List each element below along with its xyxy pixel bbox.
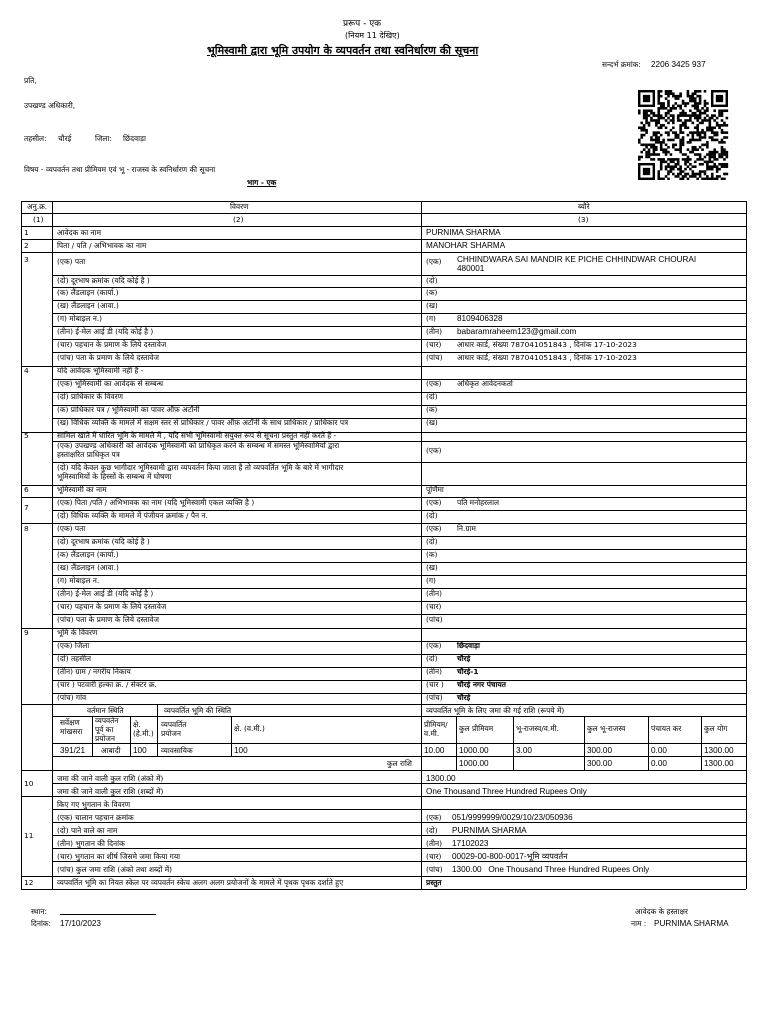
area-ha-header: क्षे. bbox=[133, 720, 141, 729]
id-proof-label: (चार) पहचान के प्रमाण के लिये दस्तावेज bbox=[57, 340, 167, 349]
sketch-label: व्यपवर्तित भूमि का नियत स्केल पर व्यपवर्तन स्केच अलग अलग प्रयोजनों के मामले में पृथक पृथक दर्शाते हुए bbox=[57, 878, 344, 887]
col-header-description: विवरण bbox=[230, 202, 249, 211]
registration-mark: (दो) bbox=[426, 511, 438, 520]
premium-rate-header: प्रीमियम/ bbox=[424, 720, 448, 729]
owner-name-label: भूमिस्वामी का नाम bbox=[57, 485, 107, 494]
diverted-status-header: व्यपवर्तित भूमि की स्थिति bbox=[164, 706, 232, 715]
cess-value: 0.00 bbox=[651, 746, 667, 755]
payment-head-label: (चार) भुगतान का शीर्ष जिसमे जमा किया गया bbox=[57, 852, 181, 861]
sum-label: कुल राशि bbox=[387, 759, 412, 768]
present-status-header: वर्तमान स्थिति bbox=[87, 706, 124, 715]
authority-label: (दो) प्राधिकार के विवरण bbox=[57, 392, 124, 401]
power-of-attorney-mark: (क) bbox=[426, 405, 438, 414]
table-rule bbox=[92, 716, 93, 756]
table-rule bbox=[52, 641, 746, 642]
total-amount-figures-label: जमा की जाने वाली कुल राशि (अंको में) bbox=[57, 774, 164, 783]
total-premium-value: 1000.00 bbox=[459, 746, 489, 755]
table-rule bbox=[421, 704, 422, 770]
authority-mark: (दो) bbox=[426, 392, 438, 401]
table-rule bbox=[52, 313, 746, 314]
prev-use-header: व्यपवर्तन bbox=[95, 716, 119, 725]
row-number: 2 bbox=[24, 241, 29, 250]
partner-declaration-line2: भूमिस्वामियों के हिस्सों के सम्बन्ध में घोषणा bbox=[57, 472, 172, 481]
owner-email-label: (तीन) ई-मेल आई डी (यदि कोई है ) bbox=[57, 589, 154, 598]
tehsil-label: तहसील: bbox=[24, 134, 47, 143]
table-rule bbox=[701, 716, 702, 770]
owner-id-proof-label: (चार) पहचान के प्रमाण के लिये दस्तावेज bbox=[57, 602, 167, 611]
address-proof-value: आधार कार्ड, संख्या 787041051843 , दिनांक 17-10-2023 bbox=[457, 353, 637, 362]
total-amount-figures-value: 1300.00 bbox=[426, 774, 456, 783]
col-header-serial: अनु.क्र. bbox=[27, 202, 48, 211]
row-number: 4 bbox=[24, 366, 29, 375]
table-rule bbox=[584, 716, 585, 770]
khasra-header-2: मांखसरा bbox=[60, 727, 83, 736]
total-deposit-value: 1300.00 One Thousand Three Hundred Rupees Only bbox=[452, 865, 650, 874]
district-label: जिला: bbox=[95, 134, 112, 143]
cess-header: पंचायत कर bbox=[651, 724, 682, 733]
table-rule bbox=[52, 201, 53, 889]
payment-date-value: 17102023 bbox=[452, 839, 489, 848]
purpose-value: व्यावसायिक bbox=[161, 746, 193, 755]
row-number: 7 bbox=[24, 503, 29, 512]
payment-heading: किए गए भुगतान के विवरण bbox=[57, 800, 131, 809]
table-rule bbox=[746, 201, 747, 889]
table-rule bbox=[52, 326, 746, 327]
table-rule bbox=[130, 716, 131, 756]
owner-address-value: नि.ग्राम bbox=[457, 524, 476, 533]
area-sqm-header: क्षे. (व.मी.) bbox=[234, 724, 265, 733]
table-rule bbox=[52, 835, 746, 836]
phone-mark: (दो) bbox=[426, 276, 438, 285]
joint-authority-line1: (एक) उपखण्ड अधिकारी को आवेदक भूमिस्वामी को प्राधिकृत करने के सम्बन्ध में समस्त भूमिस्वामियों द्वारा bbox=[57, 441, 340, 450]
table-rule bbox=[52, 756, 746, 757]
owner-guardian-label: (एक) पिता /पति / अभिभावक का नाम (यदि भूमिस्वामी एकल व्यक्ति है ) bbox=[57, 498, 255, 507]
mobile-label: (ग) मोबाइल न.) bbox=[57, 314, 103, 323]
reference-number: 2206 3425 937 bbox=[651, 60, 706, 69]
col-header-details: ब्यौरे bbox=[578, 202, 590, 211]
owner-address-proof-mark: (पांच) bbox=[426, 615, 443, 624]
table-rule bbox=[52, 536, 746, 537]
landline-office-label: (क) लैंडलाइन (कार्या.) bbox=[57, 288, 119, 297]
table-rule bbox=[52, 654, 746, 655]
col-number-2: (2) bbox=[233, 215, 244, 224]
form-number: प्ररूप - एक bbox=[343, 19, 382, 29]
payment-head-value: 00029-00-800-0017-भूमि व्यपवर्तन bbox=[452, 852, 568, 861]
email-label: (तीन) ई-मेल आई डी (यदि कोई है ) bbox=[57, 327, 154, 336]
id-proof-mark: (चार) bbox=[426, 340, 442, 349]
land-village-body-label: (तीन) ग्राम / नगरीय निकाय bbox=[57, 667, 131, 676]
owner-name-value: पूर्णिमा bbox=[426, 485, 444, 494]
sum-revenue: 300.00 bbox=[587, 759, 613, 768]
prev-use-header-3: प्रयोजन bbox=[95, 734, 115, 743]
payment-date-mark: (तीन) bbox=[426, 839, 442, 848]
tehsil-value: चौरई bbox=[58, 134, 72, 143]
table-rule bbox=[52, 822, 746, 823]
land-village-label: (पांच) गांव bbox=[57, 693, 87, 702]
purpose-header: व्यपवर्तित bbox=[161, 720, 187, 729]
land-details-heading: भूमि के विवरण bbox=[57, 628, 98, 637]
address-value-line2: 480001 bbox=[457, 264, 485, 273]
table-rule bbox=[52, 783, 746, 784]
owner-mobile-mark: (ग) bbox=[426, 576, 436, 585]
owner-phone-mark: (दो) bbox=[426, 537, 438, 546]
land-village-value: चौरई bbox=[457, 693, 471, 702]
land-district-value: छिंदवाड़ा bbox=[457, 641, 480, 650]
row-number: 11 bbox=[24, 831, 34, 840]
table-rule bbox=[21, 201, 22, 889]
email-mark: (तीन) bbox=[426, 327, 442, 336]
landline-home-mark: (ख) bbox=[426, 301, 438, 310]
revenue-rate-header: भू-राजस्व/व.मी. bbox=[516, 724, 559, 733]
table-rule bbox=[21, 770, 746, 771]
email-value: babaramraheem123@gmail.com bbox=[457, 327, 577, 336]
guardian-name-value: MANOHAR SHARMA bbox=[426, 241, 506, 250]
sum-total: 1300.00 bbox=[704, 759, 734, 768]
row-number: 8 bbox=[24, 524, 29, 533]
table-rule bbox=[52, 300, 746, 301]
area-ha-header-2: (हे.मी.) bbox=[133, 729, 154, 738]
relation-label: (एक) भूमिस्वामी का आवेदक से सम्बन्ध bbox=[57, 379, 164, 388]
mobile-value: 8109406328 bbox=[457, 314, 503, 323]
landline-office-mark: (क) bbox=[426, 288, 438, 297]
payment-date-label: (तीन) भुगतान की दिनांक bbox=[57, 839, 125, 848]
land-district-mark: (एक) bbox=[426, 641, 442, 650]
total-premium-header: कुल प्रीमियम bbox=[459, 724, 494, 733]
legal-person-authority-label: (ख) विधिक व्यक्ति के मामले में सक्षम स्तर से प्राधिकार / पावर ऑफ़ अटॉर्नी के साथ प्राधिकार / प्राधिकार पत्र bbox=[57, 418, 349, 427]
col-number-1: (1) bbox=[33, 215, 44, 224]
guardian-name-label: पिता / पति / अभिभावक का नाम bbox=[57, 241, 147, 250]
owner-landline-home-label: (ख) लैंडलाइन (आवा.) bbox=[57, 563, 119, 572]
address-to: प्रति, bbox=[24, 76, 37, 85]
land-patwari-label: (चार ) पटवारी हल्का क्र. / सेक्टर क्र. bbox=[57, 680, 157, 689]
table-rule bbox=[21, 239, 746, 240]
landline-home-label: (ख) लैंडलाइन (आवा.) bbox=[57, 301, 119, 310]
not-owner-heading: यदि आवेदक भूमिस्वामी नहीं है - bbox=[57, 366, 144, 375]
total-deposit-label: (पांच) कुल जमा राशि (अंको तथा शब्दों में) bbox=[57, 865, 172, 874]
challan-label: (एक) चालान पहचान क्रमांक bbox=[57, 813, 134, 822]
total-value: 1300.00 bbox=[704, 746, 734, 755]
table-rule bbox=[21, 213, 746, 214]
area-ha-value: 100 bbox=[133, 746, 147, 755]
table-rule bbox=[21, 485, 746, 486]
power-of-attorney-label: (क) प्राधिकार पत्र / भूमिस्वामी का पावर ऑफ़ अटॉर्नी bbox=[57, 405, 200, 414]
applicant-name-label: आवेदक का नाम bbox=[57, 228, 101, 237]
phone-label: (दो) दूरभाष क्रमांक (यदि कोई है ) bbox=[57, 276, 150, 285]
owner-guardian-value: पति मनोहरलाल bbox=[457, 498, 499, 507]
total-header: कुल योग bbox=[704, 724, 728, 733]
table-rule bbox=[21, 201, 746, 202]
area-sqm-value: 100 bbox=[234, 746, 248, 755]
subject-line: विषय - व्यपवर्तन तथा प्रीमियम एवं भू - राजस्व के स्वनिर्धारण की सूचना bbox=[24, 165, 216, 174]
date-label: दिनांक: bbox=[31, 919, 52, 928]
address-proof-mark: (पांच) bbox=[426, 353, 443, 362]
table-rule bbox=[52, 693, 746, 694]
date-value: 17/10/2023 bbox=[60, 919, 101, 928]
challan-mark: (एक) bbox=[426, 813, 442, 822]
payment-head-mark: (चार) bbox=[426, 852, 442, 861]
joint-authority-mark: (एक) bbox=[426, 446, 442, 455]
district-value: छिंदवाड़ा bbox=[123, 134, 146, 143]
total-deposit-mark: (पांच) bbox=[426, 865, 443, 874]
page-title: भूमिस्वामी द्वारा भूमि उपयोग के व्यपवर्तन तथा स्वनिर्धारण की सूचना bbox=[207, 44, 479, 57]
row-number: 3 bbox=[24, 255, 29, 264]
mobile-mark: (ग) bbox=[426, 314, 436, 323]
applicant-name-value: PURNIMA SHARMA bbox=[426, 228, 501, 237]
premium-rate-header-2: व.मी. bbox=[424, 729, 440, 738]
revenue-rate-value: 3.00 bbox=[516, 746, 532, 755]
table-rule bbox=[52, 588, 746, 589]
address-value-line1: CHHINDWARA SAI MANDIR KE PICHE CHHINDWAR CHOURAI bbox=[457, 255, 697, 264]
row-number: 12 bbox=[24, 878, 34, 887]
land-patwari-value: चौरई नगर पंचायत bbox=[457, 680, 506, 689]
partner-declaration-line1: (दो) यदि केवल कुछ भागीदार भूमिस्वामी द्वारा व्यपवर्तन किया जाता है तो व्यपवर्तित भूमि के बारे में भागीदार bbox=[57, 463, 344, 472]
land-village-body-value: चौरई-1 bbox=[457, 667, 479, 676]
sum-premium: 1000.00 bbox=[459, 759, 489, 768]
table-rule bbox=[513, 716, 514, 770]
land-tehsil-mark: (दो) bbox=[426, 654, 438, 663]
owner-email-mark: (तीन) bbox=[426, 589, 442, 598]
name-label: नाम : bbox=[631, 919, 647, 928]
table-rule bbox=[21, 876, 746, 877]
total-amount-words-label: जमा की जाने वाली कुल राशि (शब्दों में) bbox=[57, 787, 164, 796]
name-value: PURNIMA SHARMA bbox=[654, 919, 729, 928]
legal-person-authority-mark: (ख) bbox=[426, 418, 438, 427]
row-number: 1 bbox=[24, 228, 29, 237]
payee-mark: (दो) bbox=[426, 826, 438, 835]
sum-cess: 0.00 bbox=[651, 759, 667, 768]
joint-holding-heading: सामिल खाते में धारित भूमि के मामले में , यदि सभी भूमिस्वामी संयुक्त रूप से सूचना प्रस्तुत नहीं करते हैं - bbox=[57, 431, 337, 440]
place-line bbox=[60, 914, 156, 915]
table-rule bbox=[21, 704, 746, 705]
table-rule bbox=[421, 770, 422, 889]
total-revenue-value: 300.00 bbox=[587, 746, 613, 755]
table-rule bbox=[21, 796, 746, 797]
table-rule bbox=[52, 848, 746, 849]
owner-landline-home-mark: (ख) bbox=[426, 563, 438, 572]
table-rule bbox=[52, 287, 746, 288]
row-number: 10 bbox=[24, 779, 34, 788]
land-village-body-mark: (तीन) bbox=[426, 667, 442, 676]
sketch-value: प्रस्तुत bbox=[426, 878, 442, 887]
qr-code-icon bbox=[629, 90, 737, 180]
premium-rate-value: 10.00 bbox=[424, 746, 445, 755]
registration-label: (दो) विधिक व्यक्ति के मामले में पंजीयन क्रमांक / पैन न. bbox=[57, 511, 208, 520]
deposit-header: व्यपवर्तित भूमि के लिए जमा की गई राशि (रूपये में) bbox=[426, 706, 565, 715]
table-rule bbox=[21, 628, 746, 629]
owner-guardian-mark: (एक) bbox=[426, 498, 442, 507]
rule-reference: (नियम 11 देखिए) bbox=[345, 31, 400, 40]
land-village-mark: (पांच) bbox=[426, 693, 443, 702]
table-rule bbox=[456, 716, 457, 770]
address-label: (एक) पता bbox=[57, 257, 86, 266]
land-patwari-mark: (चार ) bbox=[426, 680, 444, 689]
table-rule bbox=[52, 575, 746, 576]
signature-label: आवेदक के हस्ताक्षर bbox=[635, 907, 688, 916]
payee-value: PURNIMA SHARMA bbox=[452, 826, 527, 835]
table-rule bbox=[21, 226, 746, 227]
owner-address-proof-label: (पांच) पता के प्रमाण के लिये दस्तावेज bbox=[57, 615, 159, 624]
part-heading: भाग - एक bbox=[247, 178, 277, 187]
land-district-label: (एक) जिला bbox=[57, 641, 90, 650]
row-number: 9 bbox=[24, 628, 29, 637]
owner-landline-office-label: (क) लैंडलाइन (कार्या.) bbox=[57, 550, 119, 559]
owner-address-mark: (एक) bbox=[426, 524, 442, 533]
row-number: 5 bbox=[24, 431, 29, 440]
total-revenue-header: कुल भू-राजस्व bbox=[587, 724, 626, 733]
prev-use-value: आबादी bbox=[101, 746, 121, 755]
table-rule bbox=[52, 667, 746, 668]
table-rule bbox=[21, 523, 746, 524]
owner-mobile-label: (ग) मोबाइल न. bbox=[57, 576, 100, 585]
khasra-value: 391/21 bbox=[60, 746, 86, 755]
khasra-header: सर्वेक्षण bbox=[60, 718, 80, 727]
payee-label: (दो) पाने वाले का नाम bbox=[57, 826, 118, 835]
prev-use-header-2: पूर्व का bbox=[95, 725, 114, 734]
table-rule bbox=[231, 716, 232, 756]
joint-authority-line2: हस्ताक्षरित प्राधिकृत पत्र bbox=[57, 450, 120, 459]
table-rule bbox=[52, 809, 746, 810]
id-proof-value: आधार कार्ड, संख्या 787041051843 , दिनांक 17-10-2023 bbox=[457, 340, 637, 349]
challan-value: 051/9999999/0029/10/23/050936 bbox=[452, 813, 573, 822]
address-officer: उपखण्ड अधिकारी, bbox=[24, 101, 76, 110]
reference-label: सन्दर्भ क्रमांक: bbox=[602, 60, 641, 69]
table-rule bbox=[648, 716, 649, 770]
table-rule bbox=[52, 275, 746, 276]
owner-id-proof-mark: (चार) bbox=[426, 602, 442, 611]
land-tehsil-value: चौरई bbox=[457, 654, 471, 663]
table-rule bbox=[52, 861, 746, 862]
purpose-header-2: प्रयोजन bbox=[161, 729, 181, 738]
place-label: स्थान: bbox=[31, 907, 47, 916]
relation-mark: (एक) bbox=[426, 379, 442, 388]
table-rule bbox=[52, 549, 746, 550]
table-rule bbox=[52, 392, 746, 393]
land-tehsil-label: (दो) तहसील bbox=[57, 654, 92, 663]
relation-value: अधिकृत आवेदनकर्ता bbox=[457, 379, 513, 388]
owner-address-label: (एक) पता bbox=[57, 524, 86, 533]
address-mark: (एक) bbox=[426, 257, 442, 266]
table-rule bbox=[52, 562, 746, 563]
owner-landline-office-mark: (क) bbox=[426, 550, 438, 559]
table-rule bbox=[21, 889, 746, 890]
total-amount-words-value: One Thousand Three Hundred Rupees Only bbox=[426, 787, 587, 796]
row-number: 6 bbox=[24, 485, 29, 494]
owner-phone-label: (दो) दूरभाष क्रमांक (यदि कोई है ) bbox=[57, 537, 150, 546]
table-rule bbox=[21, 252, 746, 253]
table-rule bbox=[157, 704, 158, 756]
col-number-3: (3) bbox=[578, 215, 589, 224]
address-proof-label: (पांच) पता के प्रमाण के लिये दस्तावेज bbox=[57, 353, 159, 362]
